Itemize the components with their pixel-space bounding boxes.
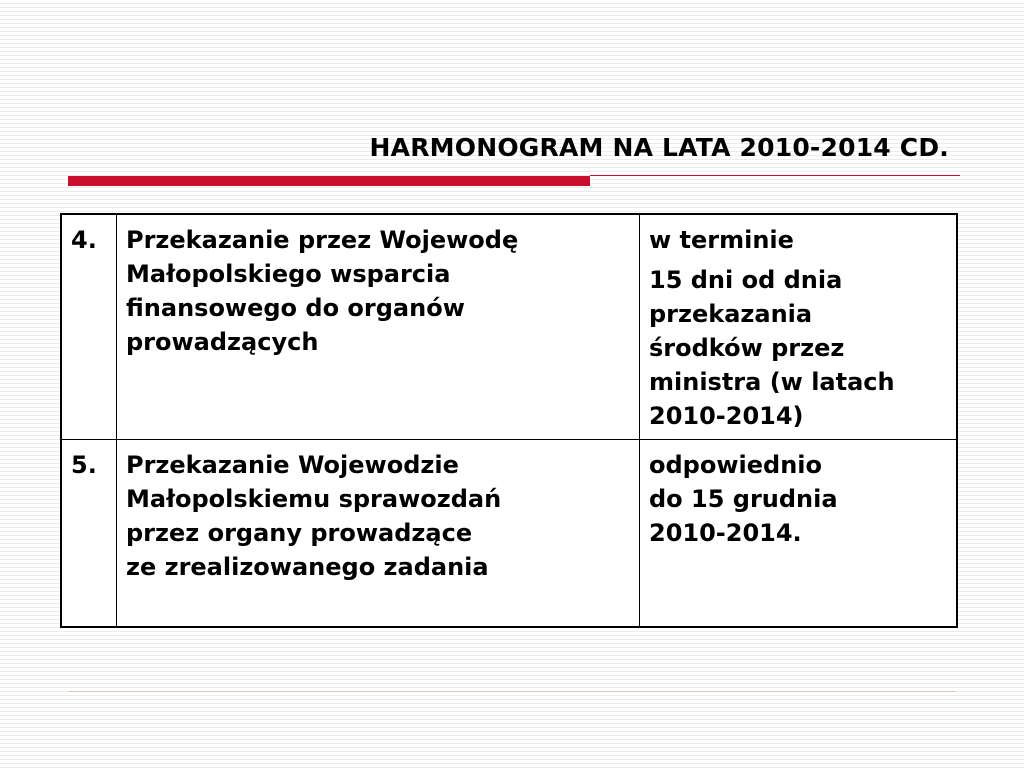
table-row bbox=[61, 214, 957, 440]
deadline-line: środków przez bbox=[649, 334, 845, 362]
deadline-line: 2010-2014. bbox=[649, 519, 802, 547]
task-line: Małopolskiego wsparcia bbox=[126, 260, 451, 288]
title-underline-thin bbox=[590, 175, 960, 176]
task-cell bbox=[117, 440, 640, 628]
row-number-cell bbox=[61, 214, 117, 440]
deadline-line: w terminie bbox=[649, 226, 794, 254]
slide-title: HARMONOGRAM NA LATA 2010-2014 CD. bbox=[369, 133, 949, 162]
task-cell bbox=[117, 214, 640, 440]
deadline-line: 2010-2014) bbox=[649, 402, 804, 430]
table-row bbox=[61, 440, 957, 628]
task-line: Przekazanie przez Wojewodę bbox=[126, 226, 519, 254]
deadline-line: do 15 grudnia bbox=[649, 485, 838, 513]
task-line: Przekazanie Wojewodzie bbox=[126, 451, 459, 479]
row-number-cell bbox=[61, 440, 117, 628]
deadline-line: ministra (w latach bbox=[649, 368, 895, 396]
task-line: ze zrealizowanego zadania bbox=[126, 553, 489, 581]
task-line: finansowego do organów bbox=[126, 294, 465, 322]
task-line: Małopolskiemu sprawozdań bbox=[126, 485, 502, 513]
task-line: prowadzących bbox=[126, 328, 319, 356]
deadline-cell bbox=[640, 440, 958, 628]
deadline-paragraph bbox=[649, 263, 948, 433]
deadline-line: 15 dni od dnia bbox=[649, 266, 843, 294]
task-line: przez organy prowadzące bbox=[126, 519, 473, 547]
row-number: 4. bbox=[71, 226, 97, 254]
deadline-paragraph bbox=[649, 223, 948, 257]
footer-rule bbox=[68, 691, 956, 692]
deadline-line: odpowiednio bbox=[649, 451, 822, 479]
deadline-cell bbox=[640, 214, 958, 440]
deadline-line: przekazania bbox=[649, 300, 813, 328]
title-underline-accent bbox=[68, 176, 590, 186]
row-number: 5. bbox=[71, 451, 97, 479]
schedule-table bbox=[60, 213, 958, 628]
